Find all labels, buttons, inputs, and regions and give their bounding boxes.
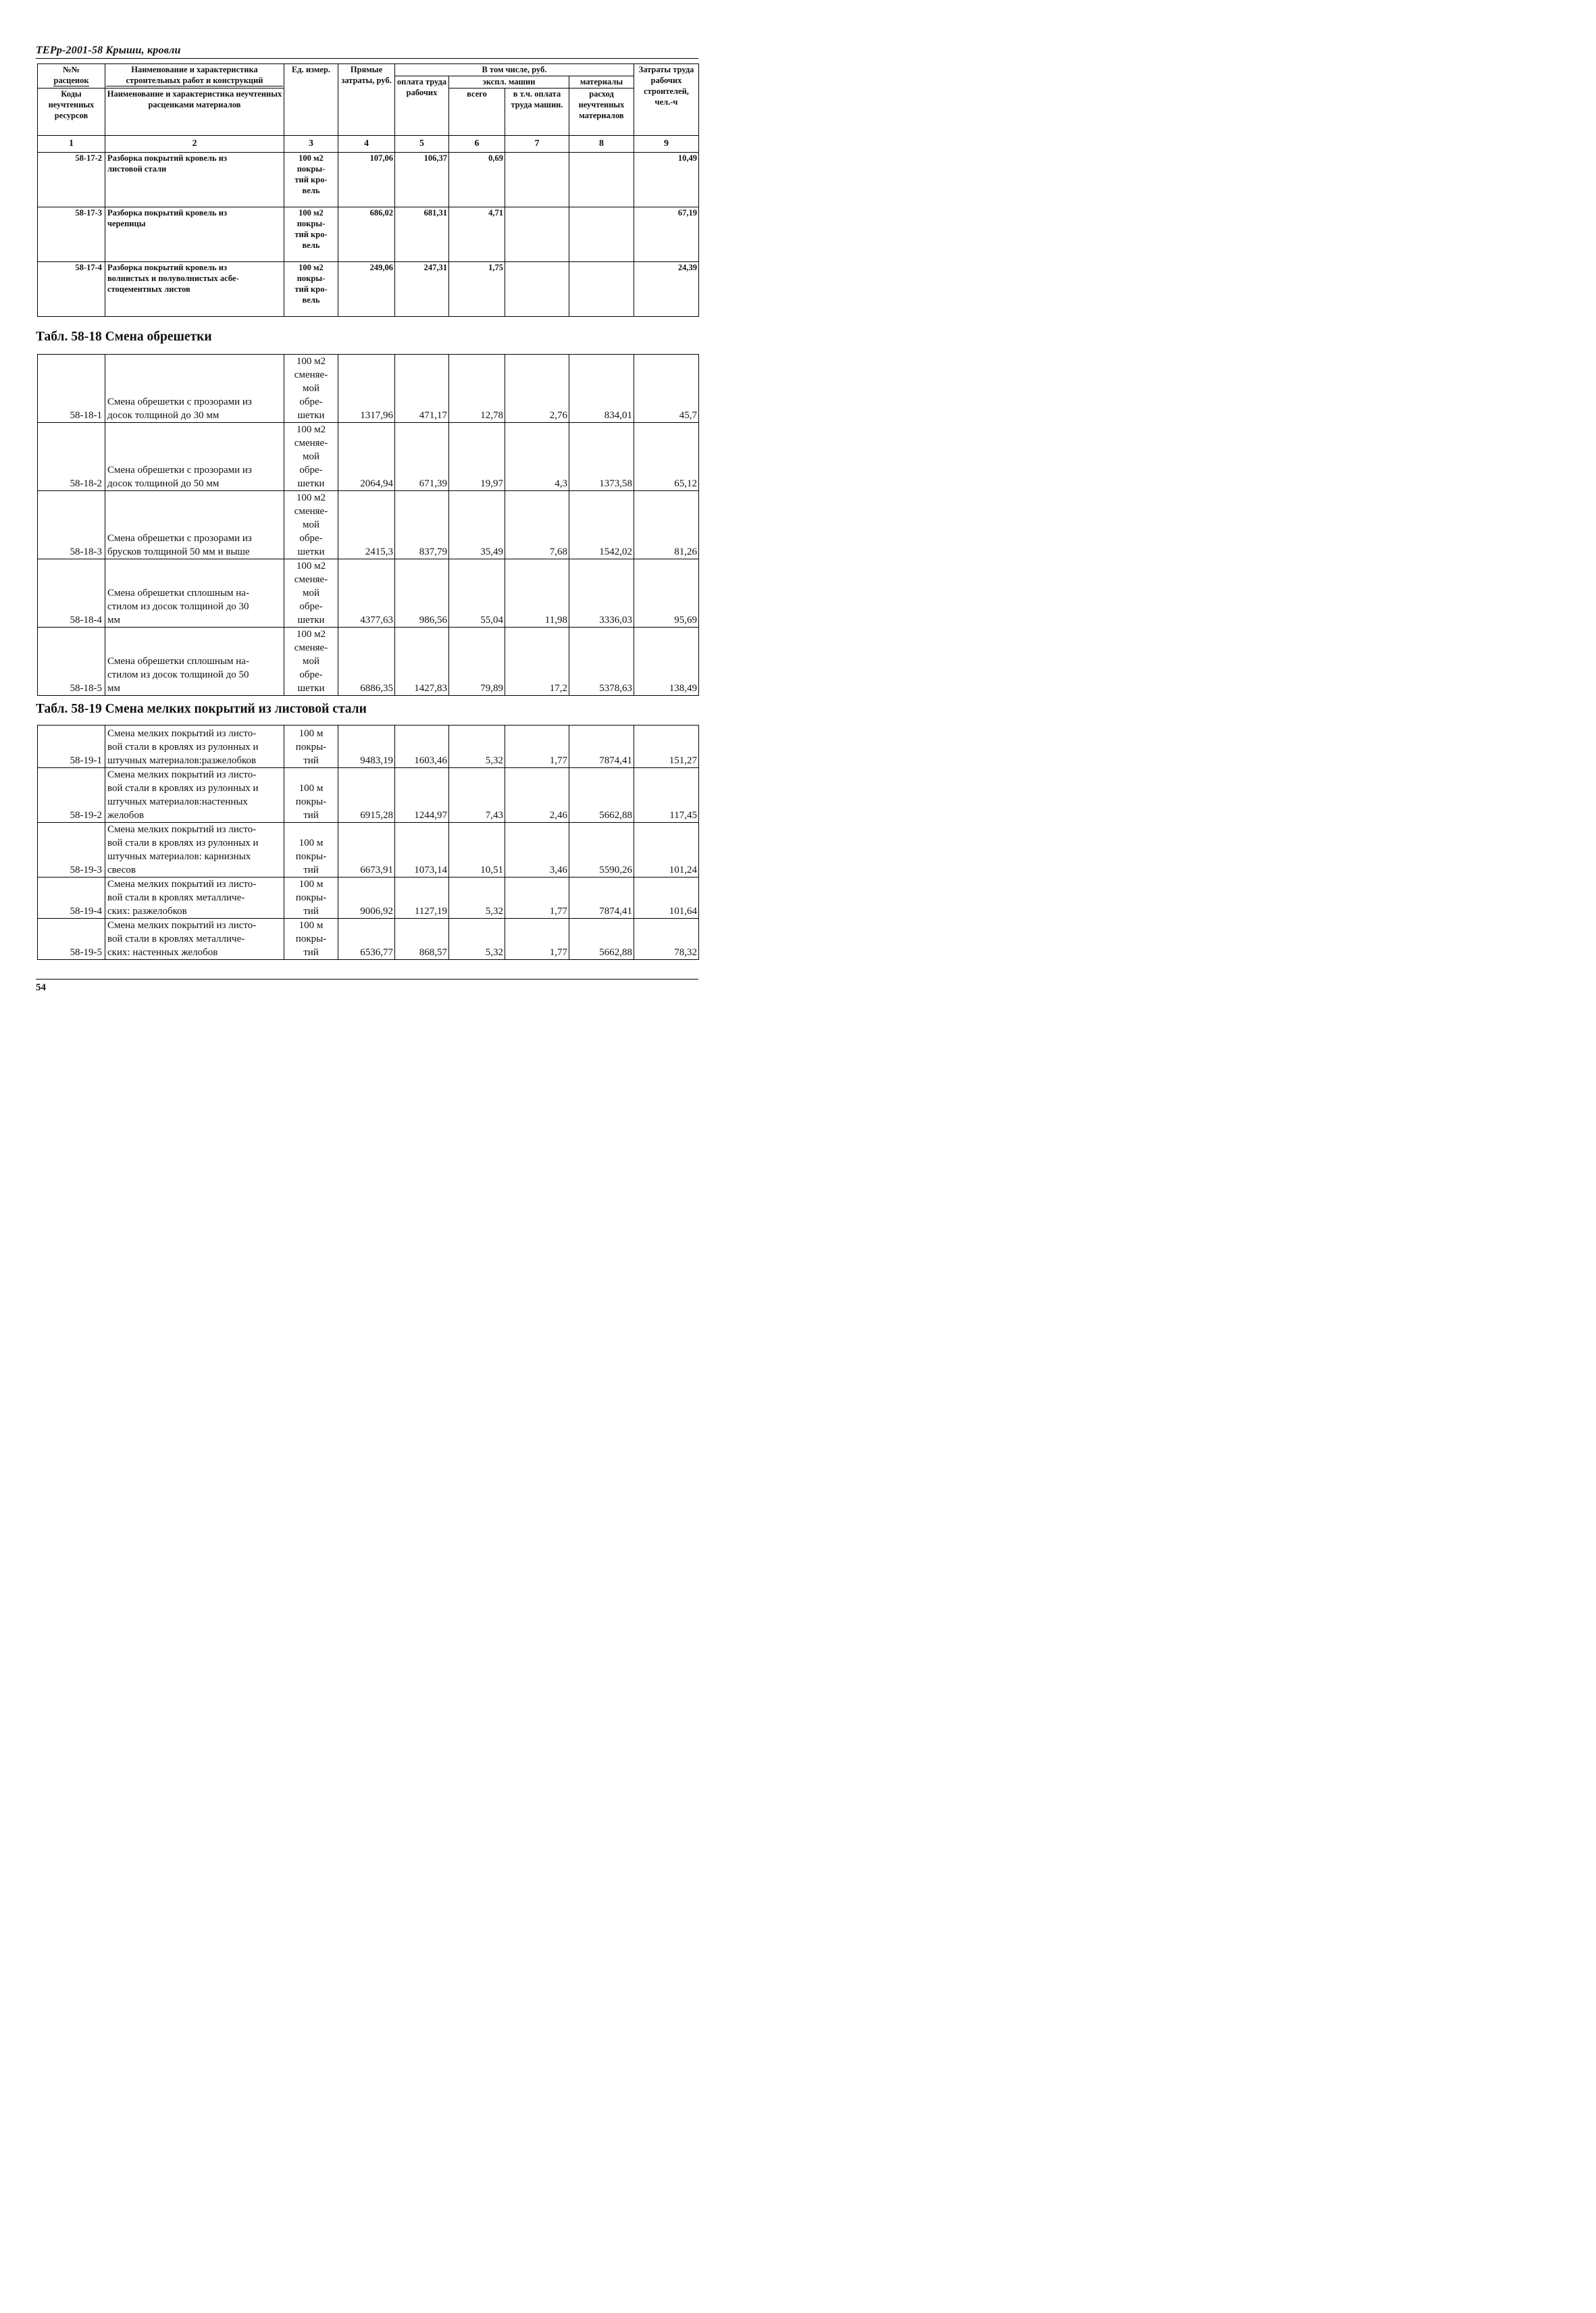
labor-hours-value: 101,24: [634, 823, 699, 878]
direct-costs-value: 6536,77: [338, 919, 395, 960]
direct-costs-value: 107,06: [338, 153, 395, 207]
page-number: 54: [36, 982, 46, 993]
unit-of-measure-line: 100 м2: [296, 424, 326, 435]
machines-labor-value: 4,3: [505, 423, 569, 491]
unit-of-measure-line: мой: [302, 383, 320, 394]
unit-of-measure: [284, 823, 338, 878]
table-header: [38, 64, 699, 153]
header-cell-materials-consumption: расход неучтенных материалов: [569, 88, 634, 136]
labor-hours-value: 138,49: [634, 628, 699, 696]
rate-code: 58-19-3: [38, 823, 105, 878]
unit-of-measure-line: покры-: [295, 934, 327, 944]
unit-of-measure-line: шетки: [297, 478, 325, 489]
unit-of-measure-line: 100 м2: [299, 263, 324, 272]
header-cell-including: В том числе, руб.: [395, 64, 634, 76]
header-cell-labor-costs: Затраты труда рабочих строителей, чел.-ч: [634, 64, 699, 136]
unit-of-measure-line: покры-: [297, 219, 326, 228]
unit-of-measure-line: 100 м2: [299, 208, 324, 218]
rate-code: 58-18-5: [38, 628, 105, 696]
column-number-row: [38, 136, 699, 153]
column-number: 1: [38, 136, 105, 153]
header-label: №№: [62, 65, 80, 74]
work-name-line: мм: [107, 683, 120, 694]
running-head: ТЕРр-2001-58 Крыши, кровли: [36, 45, 181, 56]
unit-of-measure-line: 100 м: [299, 783, 324, 794]
materials-value: 5662,88: [569, 768, 634, 823]
machines-total-value: 5,32: [449, 919, 505, 960]
header-cell-machines: экспл. машин: [449, 76, 569, 88]
table-row: [38, 768, 699, 823]
materials-value: 1542,02: [569, 491, 634, 559]
column-number: 5: [395, 136, 449, 153]
labor-hours-value: 101,64: [634, 878, 699, 919]
table-row: [38, 262, 699, 317]
unit-of-measure-line: тий: [303, 865, 319, 875]
unit-of-measure-line: тий: [303, 947, 319, 958]
work-name-line: свесов: [107, 865, 136, 875]
work-name: [105, 726, 284, 768]
column-number: 7: [505, 136, 569, 153]
labor-hours-value: 10,49: [634, 153, 699, 207]
labor-hours-value: 78,32: [634, 919, 699, 960]
work-name-line: брусков толщиной 50 мм и выше: [107, 547, 250, 557]
machines-total-value: 7,43: [449, 768, 505, 823]
unit-of-measure-line: вель: [302, 186, 320, 195]
work-name-line: стоцементных листов: [107, 284, 190, 294]
table-row: [38, 153, 699, 207]
table-body: [38, 153, 699, 317]
direct-costs-value: 6915,28: [338, 768, 395, 823]
machines-labor-value: 3,46: [505, 823, 569, 878]
materials-value: 5378,63: [569, 628, 634, 696]
machines-total-value: 19,97: [449, 423, 505, 491]
labor-hours-value: 65,12: [634, 423, 699, 491]
work-name-line: Разборка покрытий кровель из: [107, 153, 227, 163]
unit-of-measure-line: 100 м: [299, 920, 324, 931]
table-row: [38, 491, 699, 559]
work-name-line: Смена обрешетки сплошным на-: [107, 588, 249, 599]
labor-pay-value: 986,56: [395, 559, 449, 628]
unit-of-measure: [284, 768, 338, 823]
labor-hours-value: 117,45: [634, 768, 699, 823]
work-name-line: вой стали в кровлях из рулонных и: [107, 783, 259, 794]
work-name-line: желобов: [107, 810, 145, 821]
table-row: [38, 559, 699, 628]
table-row: [38, 207, 699, 262]
work-name: [105, 355, 284, 423]
unit-of-measure-line: 100 м: [299, 838, 324, 848]
header-cell-materials: материалы: [569, 76, 634, 88]
rate-code: 58-17-4: [38, 262, 105, 317]
table-body: [38, 726, 699, 960]
machines-total-value: 55,04: [449, 559, 505, 628]
direct-costs-value: 9483,19: [338, 726, 395, 768]
labor-pay-value: 681,31: [395, 207, 449, 262]
table-row: [38, 423, 699, 491]
unit-of-measure: [284, 355, 338, 423]
direct-costs-value: 6886,35: [338, 628, 395, 696]
unit-of-measure-line: тий кро-: [294, 230, 328, 239]
direct-costs-value: 9006,92: [338, 878, 395, 919]
work-name-line: ских: разжелобков: [107, 906, 187, 917]
machines-total-value: 0,69: [449, 153, 505, 207]
unit-of-measure-line: тий кро-: [294, 284, 328, 294]
machines-total-value: 5,32: [449, 878, 505, 919]
header-cell-machines-labor: в т.ч. оплата труда машин.: [505, 88, 569, 136]
machines-labor-value: 11,98: [505, 559, 569, 628]
machines-labor-value: [505, 262, 569, 317]
work-name-line: Смена мелких покрытий из листо-: [107, 728, 257, 739]
unit-of-measure-line: покры-: [295, 742, 327, 753]
unit-of-measure-line: сменяе-: [294, 506, 328, 517]
machines-total-value: 1,75: [449, 262, 505, 317]
work-name-line: Смена обрешетки с прозорами из: [107, 465, 252, 476]
column-number: 3: [284, 136, 338, 153]
labor-pay-value: 671,39: [395, 423, 449, 491]
rate-code: 58-18-1: [38, 355, 105, 423]
materials-value: 7874,41: [569, 878, 634, 919]
unit-of-measure: [284, 153, 338, 207]
unit-of-measure-line: покры-: [295, 796, 327, 807]
machines-labor-value: 7,68: [505, 491, 569, 559]
machines-total-value: 10,51: [449, 823, 505, 878]
direct-costs-value: 686,02: [338, 207, 395, 262]
labor-pay-value: 1427,83: [395, 628, 449, 696]
work-name: [105, 919, 284, 960]
table-row: [38, 919, 699, 960]
work-name: [105, 207, 284, 262]
unit-of-measure: [284, 726, 338, 768]
labor-pay-value: 868,57: [395, 919, 449, 960]
unit-of-measure: [284, 491, 338, 559]
machines-total-value: 5,32: [449, 726, 505, 768]
work-name-line: Смена мелких покрытий из листо-: [107, 920, 257, 931]
work-name: [105, 559, 284, 628]
work-name-line: стилом из досок толщиной до 50: [107, 669, 249, 680]
table-row: [38, 878, 699, 919]
unit-of-measure-line: сменяе-: [294, 642, 328, 653]
unit-of-measure-line: вель: [302, 240, 320, 250]
work-name-line: Смена мелких покрытий из листо-: [107, 769, 257, 780]
header-label: Наименование и характеристика строительных работ и конструкций: [106, 64, 283, 86]
work-name-line: Смена обрешетки с прозорами из: [107, 397, 252, 407]
unit-of-measure-line: мой: [302, 656, 320, 667]
work-name-line: листовой стали: [107, 164, 167, 174]
labor-pay-value: 1603,46: [395, 726, 449, 768]
unit-of-measure-line: тий: [303, 810, 319, 821]
rate-code: 58-17-2: [38, 153, 105, 207]
unit-of-measure-line: шетки: [297, 547, 325, 557]
rate-code: 58-18-3: [38, 491, 105, 559]
unit-of-measure-line: обре-: [299, 465, 323, 476]
unit-of-measure-line: сменяе-: [294, 438, 328, 449]
labor-hours-value: 95,69: [634, 559, 699, 628]
work-name-line: Разборка покрытий кровель из: [107, 263, 227, 272]
rates-table-58-18: [37, 354, 699, 696]
direct-costs-value: 2064,94: [338, 423, 395, 491]
materials-value: 7874,41: [569, 726, 634, 768]
header-cell-resource-codes: Коды неучтенных ресурсов: [38, 88, 105, 136]
direct-costs-value: 1317,96: [338, 355, 395, 423]
unit-of-measure-line: обре-: [299, 397, 323, 407]
header-cell-material-names: Наименование и характеристика неучтенных расценками материалов: [105, 88, 284, 136]
machines-labor-value: 2,76: [505, 355, 569, 423]
header-cell-labor-pay: оплата труда рабочих: [395, 76, 449, 136]
unit-of-measure-line: вель: [302, 295, 320, 305]
unit-of-measure-line: тий: [303, 906, 319, 917]
unit-of-measure-line: покры-: [297, 164, 326, 174]
column-number: 8: [569, 136, 634, 153]
work-name: [105, 628, 284, 696]
unit-of-measure-line: шетки: [297, 615, 325, 626]
work-name-line: штучных материалов: карнизных: [107, 851, 251, 862]
table-row: [38, 726, 699, 768]
work-name-line: Смена обрешетки сплошным на-: [107, 656, 249, 667]
table-row: [38, 823, 699, 878]
materials-value: [569, 262, 634, 317]
unit-of-measure: [284, 207, 338, 262]
unit-of-measure-line: 100 м2: [296, 356, 326, 367]
header-cell-unit: Ед. измер.: [284, 64, 338, 136]
work-name-line: досок толщиной до 50 мм: [107, 478, 220, 489]
header-cell-work-name: [105, 64, 284, 88]
header-cell-machines-total: всего: [449, 88, 505, 136]
machines-total-value: 35,49: [449, 491, 505, 559]
header-cell-rate-number: [38, 64, 105, 88]
work-name-line: Смена мелких покрытий из листо-: [107, 824, 257, 835]
machines-labor-value: 1,77: [505, 878, 569, 919]
machines-labor-value: 1,77: [505, 919, 569, 960]
table-row: [38, 628, 699, 696]
labor-hours-value: 24,39: [634, 262, 699, 317]
unit-of-measure-line: обре-: [299, 669, 323, 680]
column-number: 2: [105, 136, 284, 153]
header-rule: [36, 58, 698, 59]
materials-value: 1373,58: [569, 423, 634, 491]
unit-of-measure-line: обре-: [299, 533, 323, 544]
machines-labor-value: 1,77: [505, 726, 569, 768]
machines-labor-value: [505, 153, 569, 207]
labor-pay-value: 471,17: [395, 355, 449, 423]
document-page: [0, 0, 729, 1057]
unit-of-measure-line: 100 м2: [296, 629, 326, 640]
materials-value: 834,01: [569, 355, 634, 423]
direct-costs-value: 2415,3: [338, 491, 395, 559]
work-name-line: стилом из досок толщиной до 30: [107, 601, 249, 612]
labor-hours-value: 81,26: [634, 491, 699, 559]
rate-code: 58-18-2: [38, 423, 105, 491]
unit-of-measure-line: 100 м: [299, 728, 324, 739]
unit-of-measure-line: тий кро-: [294, 175, 328, 184]
work-name-line: мм: [107, 615, 120, 626]
unit-of-measure-line: сменяе-: [294, 574, 328, 585]
labor-pay-value: 1244,97: [395, 768, 449, 823]
unit-of-measure: [284, 262, 338, 317]
rate-code: 58-18-4: [38, 559, 105, 628]
rates-table-58-19: [37, 725, 699, 960]
materials-value: [569, 207, 634, 262]
unit-of-measure: [284, 919, 338, 960]
section-title: Табл. 58-19 Смена мелких покрытий из листовой стали: [36, 702, 367, 716]
labor-pay-value: 1127,19: [395, 878, 449, 919]
labor-pay-value: 1073,14: [395, 823, 449, 878]
work-name-line: вой стали в кровлях металличе-: [107, 934, 245, 944]
direct-costs-value: 249,06: [338, 262, 395, 317]
header-label: расценок: [53, 76, 89, 85]
unit-of-measure-line: шетки: [297, 683, 325, 694]
work-name-line: штучных материалов:настенных: [107, 796, 248, 807]
direct-costs-value: 4377,63: [338, 559, 395, 628]
work-name: [105, 423, 284, 491]
work-name-line: штучных материалов:разжелобков: [107, 755, 257, 766]
work-name: [105, 262, 284, 317]
materials-value: [569, 153, 634, 207]
unit-of-measure-line: тий: [303, 755, 319, 766]
unit-of-measure-line: мой: [302, 588, 320, 599]
unit-of-measure-line: 100 м2: [299, 153, 324, 163]
materials-value: 3336,03: [569, 559, 634, 628]
labor-pay-value: 106,37: [395, 153, 449, 207]
footer-rule: [36, 979, 698, 980]
rate-code: 58-19-5: [38, 919, 105, 960]
work-name-line: ских: настенных желобов: [107, 947, 218, 958]
rate-code: 58-19-4: [38, 878, 105, 919]
work-name-line: вой стали в кровлях из рулонных и: [107, 838, 259, 848]
labor-pay-value: 247,31: [395, 262, 449, 317]
work-name-line: черепицы: [107, 219, 146, 228]
unit-of-measure: [284, 878, 338, 919]
header-cell-direct-costs: Прямые затраты, руб.: [338, 64, 395, 136]
unit-of-measure-line: покры-: [295, 851, 327, 862]
work-name: [105, 153, 284, 207]
work-name: [105, 823, 284, 878]
column-number: 9: [634, 136, 699, 153]
work-name: [105, 768, 284, 823]
section-title: Табл. 58-18 Смена обрешетки: [36, 330, 212, 344]
machines-labor-value: [505, 207, 569, 262]
unit-of-measure-line: покры-: [297, 274, 326, 283]
work-name-line: вой стали в кровлях из рулонных и: [107, 742, 259, 753]
table-row: [38, 355, 699, 423]
unit-of-measure-line: обре-: [299, 601, 323, 612]
direct-costs-value: 6673,91: [338, 823, 395, 878]
work-name: [105, 491, 284, 559]
unit-of-measure-line: 100 м2: [296, 492, 326, 503]
table-body: [38, 355, 699, 696]
unit-of-measure: [284, 628, 338, 696]
unit-of-measure-line: шетки: [297, 410, 325, 421]
work-name-line: вой стали в кровлях металличе-: [107, 892, 245, 903]
unit-of-measure: [284, 559, 338, 628]
machines-total-value: 4,71: [449, 207, 505, 262]
work-name-line: Смена мелких покрытий из листо-: [107, 879, 257, 890]
unit-of-measure-line: 100 м: [299, 879, 324, 890]
work-name-line: Разборка покрытий кровель из: [107, 208, 227, 218]
unit-of-measure: [284, 423, 338, 491]
labor-pay-value: 837,79: [395, 491, 449, 559]
materials-value: 5662,88: [569, 919, 634, 960]
rate-code: 58-17-3: [38, 207, 105, 262]
machines-labor-value: 17,2: [505, 628, 569, 696]
unit-of-measure-line: 100 м2: [296, 561, 326, 571]
work-name-line: волнистых и полуволнистых асбе-: [107, 274, 239, 283]
rates-table-58-17: [37, 63, 699, 317]
unit-of-measure-line: мой: [302, 519, 320, 530]
unit-of-measure-line: покры-: [295, 892, 327, 903]
column-number: 4: [338, 136, 395, 153]
rate-code: 58-19-2: [38, 768, 105, 823]
work-name: [105, 878, 284, 919]
work-name-line: Смена обрешетки с прозорами из: [107, 533, 252, 544]
rate-code: 58-19-1: [38, 726, 105, 768]
machines-labor-value: 2,46: [505, 768, 569, 823]
machines-total-value: 79,89: [449, 628, 505, 696]
work-name-line: досок толщиной до 30 мм: [107, 410, 220, 421]
unit-of-measure-line: мой: [302, 451, 320, 462]
labor-hours-value: 151,27: [634, 726, 699, 768]
labor-hours-value: 45,7: [634, 355, 699, 423]
materials-value: 5590,26: [569, 823, 634, 878]
column-number: 6: [449, 136, 505, 153]
labor-hours-value: 67,19: [634, 207, 699, 262]
machines-total-value: 12,78: [449, 355, 505, 423]
unit-of-measure-line: сменяе-: [294, 370, 328, 380]
